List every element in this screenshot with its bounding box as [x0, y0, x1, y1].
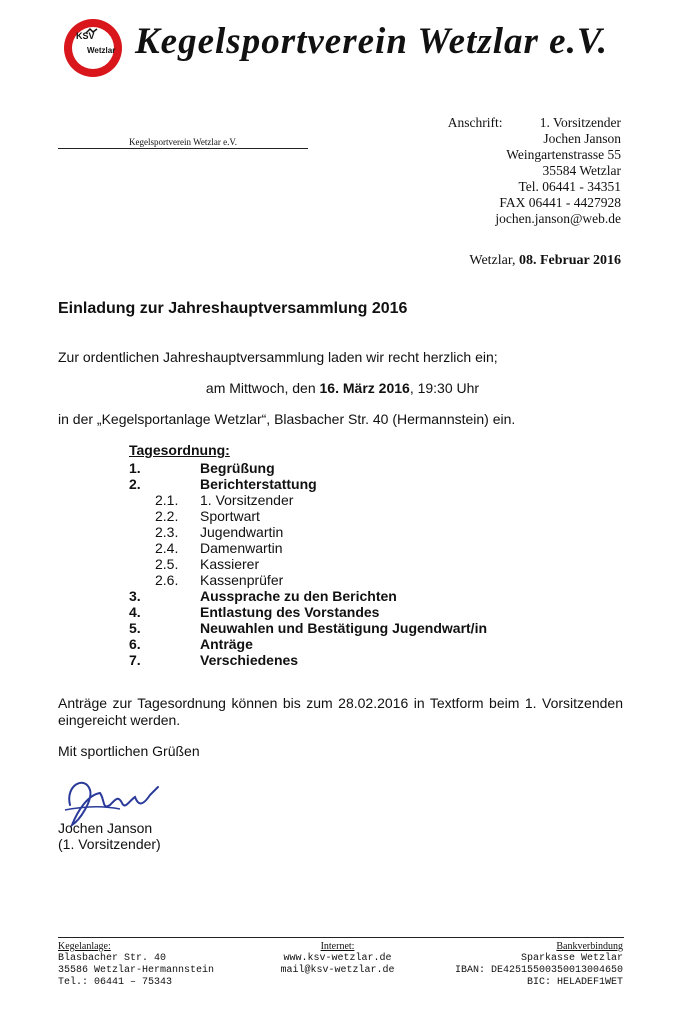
agenda-num: 4. — [129, 604, 141, 620]
agenda-subitem — [129, 572, 487, 588]
agenda-text: Neuwahlen und Bestätigung Jugendwart/in — [200, 620, 488, 636]
agenda-text: Anträge — [200, 636, 253, 652]
letter-subject: Einladung zur Jahreshauptversammlung 2016 — [58, 300, 408, 317]
address-label: Anschrift: — [447, 115, 503, 130]
agenda-num: 7. — [129, 652, 141, 668]
agenda-num: 2.5. — [155, 556, 179, 572]
footer-line: Tel.: 06441 – 75343 — [58, 977, 173, 988]
agenda-text: Verschiedenes — [200, 652, 299, 668]
address-block — [448, 115, 621, 227]
agenda-item — [129, 476, 487, 492]
address-line: Weingartenstrasse 55 — [506, 147, 621, 162]
footer-bank — [455, 941, 623, 989]
address-line: FAX 06441 - 4427928 — [499, 195, 621, 210]
agenda-item — [129, 636, 487, 652]
agenda-item — [129, 652, 487, 668]
footer-line: BIC: HELADEF1WET — [526, 977, 623, 988]
agenda-num: 5. — [129, 620, 141, 636]
logo-letter-k: KSV — [76, 31, 95, 41]
agenda-num: 2.4. — [155, 540, 179, 556]
club-logo — [62, 17, 124, 79]
logo-wetzlar-text: Wetzlar — [87, 46, 116, 55]
agenda-num: 2. — [129, 476, 141, 492]
agenda-subitem — [129, 492, 487, 508]
agenda-text: Begrüßung — [200, 460, 275, 476]
footer-divider — [58, 937, 624, 938]
signer-role: (1. Vorsitzender) — [58, 836, 161, 852]
address-line: Jochen Janson — [543, 131, 621, 146]
agenda-text: Sportwart — [200, 508, 260, 524]
agenda-text: Kassenprüfer — [200, 572, 284, 588]
agenda-item — [129, 588, 487, 604]
signer-block — [58, 820, 161, 852]
agenda-text: Berichterstattung — [200, 476, 317, 492]
footer-venue — [58, 941, 214, 989]
footer-heading: Kegelanlage: — [58, 941, 111, 952]
sender-return-line: Kegelsportverein Wetzlar e.V. — [58, 137, 308, 149]
agenda-num: 2.3. — [155, 524, 179, 540]
intro-text: Zur ordentlichen Jahreshauptversammlung laden wir recht herzlich ein; — [58, 349, 498, 365]
closing-note: Anträge zur Tagesordnung können bis zum 28.02.2016 in Textform beim 1. Vorsitzenden eingereicht werden. — [58, 695, 623, 728]
address-line: 1. Vorsitzender — [539, 115, 621, 130]
footer-heading: Bankverbindung — [556, 941, 623, 952]
address-line: Tel. 06441 - 34351 — [518, 179, 621, 194]
footer-line: Sparkasse Wetzlar — [520, 953, 623, 964]
date-value: 08. Februar 2016 — [518, 253, 621, 268]
footer-email-link[interactable]: mail@ksv-wetzlar.de — [280, 965, 395, 976]
agenda-item — [129, 604, 487, 620]
agenda-subitem — [129, 556, 487, 572]
agenda-text: 1. Vorsitzender — [200, 492, 294, 508]
agenda-text: Kassierer — [200, 556, 260, 572]
letter-date — [469, 253, 621, 269]
agenda-item — [129, 460, 487, 476]
agenda-num: 2.2. — [155, 508, 179, 524]
agenda-text: Aussprache zu den Berichten — [200, 588, 397, 604]
agenda-text: Damenwartin — [200, 540, 283, 556]
agenda-text: Jugendwartin — [200, 524, 284, 540]
date-place: Wetzlar, — [469, 253, 519, 268]
when-date: 16. März 2016 — [319, 380, 410, 396]
agenda-heading: Tagesordnung: — [129, 442, 230, 458]
agenda-subitem — [129, 508, 487, 524]
when-prefix: am Mittwoch, den — [205, 380, 320, 396]
agenda-num: 3. — [129, 588, 141, 604]
agenda-num: 1. — [129, 460, 141, 476]
org-title: Kegelsportverein Wetzlar e.V. — [135, 21, 608, 62]
greeting: Mit sportlichen Grüßen — [58, 743, 200, 759]
address-email: jochen.janson@web.de — [495, 211, 621, 226]
agenda-num: 2.6. — [155, 572, 179, 588]
agenda-num: 6. — [129, 636, 141, 652]
when-suffix: , 19:30 Uhr — [409, 380, 480, 396]
agenda-subitem — [129, 540, 487, 556]
footer-website-link[interactable]: www.ksv-wetzlar.de — [283, 953, 392, 964]
address-line: 35584 Wetzlar — [542, 163, 621, 178]
meeting-time — [0, 380, 673, 396]
footer-line: Blasbacher Str. 40 — [58, 953, 167, 964]
agenda-item — [129, 620, 487, 636]
footer-heading: Internet: — [320, 941, 355, 952]
agenda-subitem — [129, 524, 487, 540]
agenda — [129, 442, 487, 668]
footer-internet — [250, 941, 425, 977]
meeting-location: in der „Kegelsportanlage Wetzlar“, Blasbacher Str. 40 (Hermannstein) ein. — [58, 411, 516, 427]
agenda-num: 2.1. — [155, 492, 179, 508]
footer-line: 35586 Wetzlar-Hermannstein — [58, 965, 215, 976]
footer-line: IBAN: DE42515500350013004650 — [454, 965, 623, 976]
signer-name: Jochen Janson — [58, 820, 153, 836]
agenda-text: Entlastung des Vorstandes — [200, 604, 380, 620]
